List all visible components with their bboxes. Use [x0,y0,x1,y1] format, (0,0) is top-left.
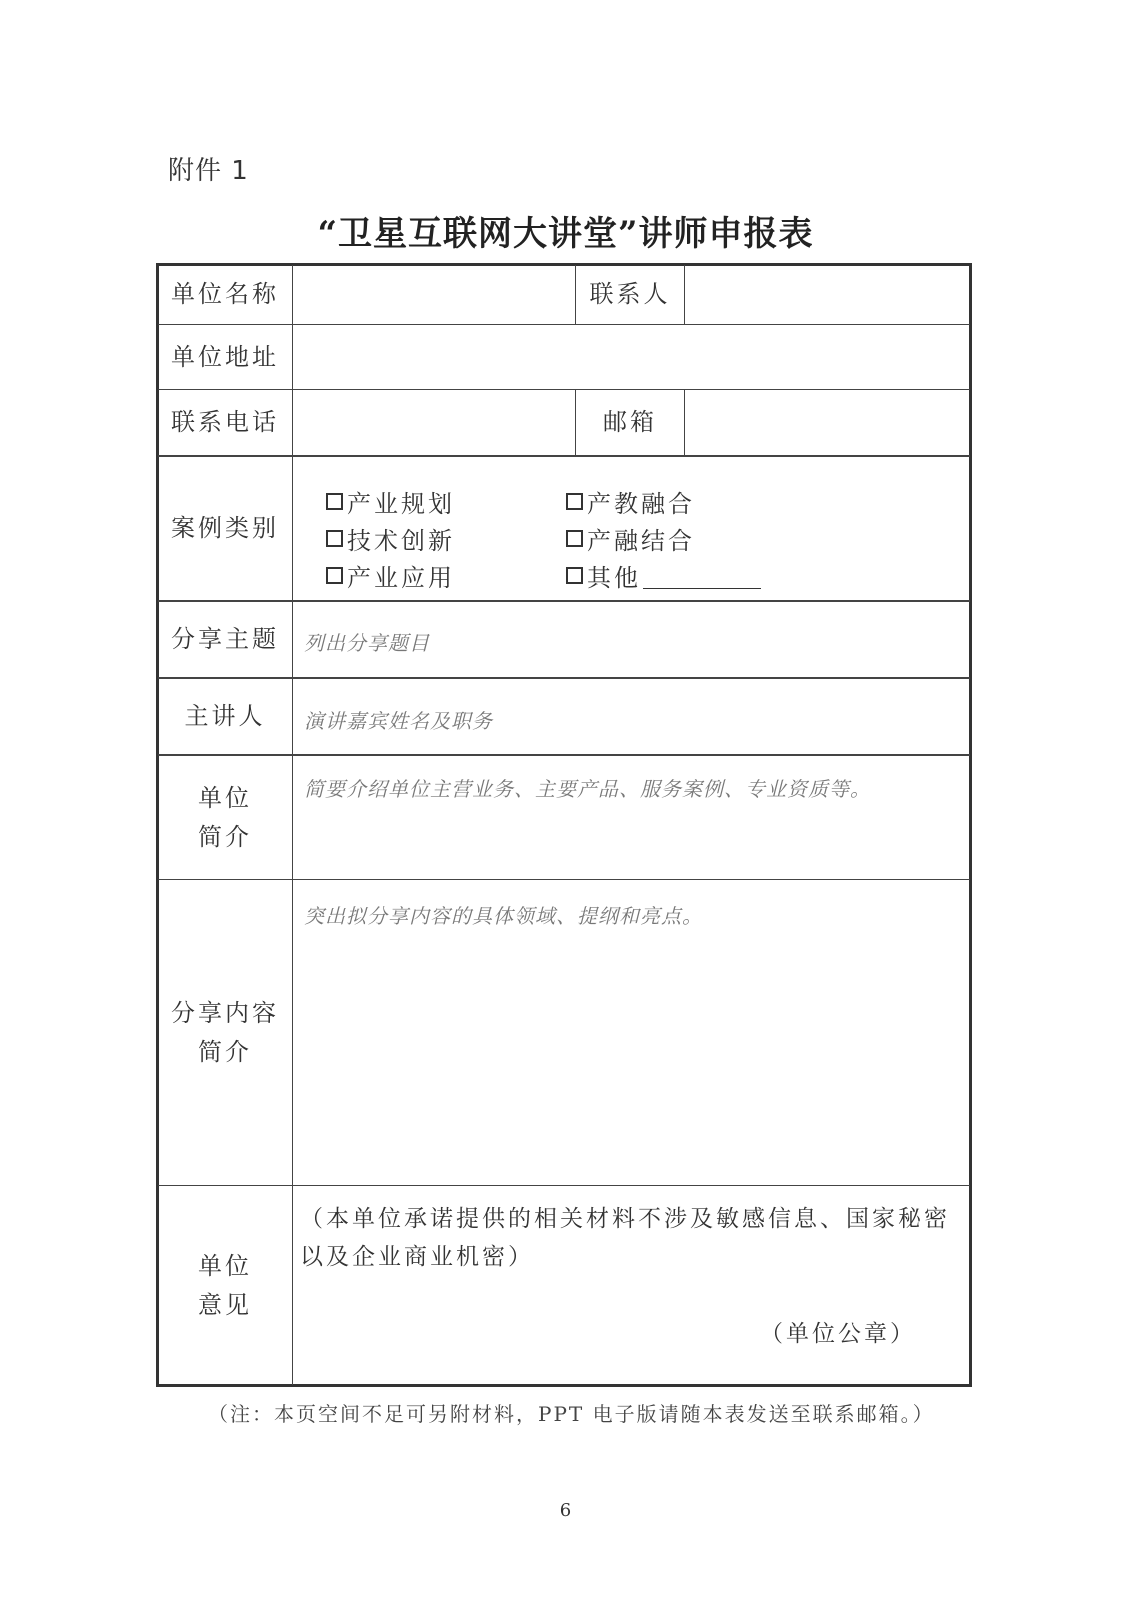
row-divider [158,1185,970,1186]
option-label: 产教融合 [587,490,695,518]
option-industry-application[interactable] [326,558,455,593]
option-industry-finance[interactable] [566,521,695,556]
contact-field[interactable] [685,265,970,324]
unit-name-field[interactable] [293,265,575,324]
checkbox-icon [566,530,583,547]
option-industry-planning[interactable] [326,484,455,519]
footnote: （注：本页空间不足可另附材料，PPT 电子版请随本表发送至联系邮箱。） [208,1402,935,1426]
topic-hint[interactable]: 列出分享题目 [304,631,430,655]
option-label: 产融结合 [587,527,695,555]
unit-opinion-label-line2: 意见 [198,1290,252,1319]
option-other[interactable] [566,558,761,593]
content-intro-label [158,880,292,1185]
unit-intro-hint[interactable]: 简要介绍单位主营业务、主要产品、服务案例、专业资质等。 [304,777,871,801]
checkbox-icon [326,493,343,510]
unit-intro-label-line1: 单位 [198,784,252,813]
form-title: “卫星互联网大讲堂”讲师申报表 [317,214,814,254]
email-field[interactable] [685,390,970,455]
checkbox-icon [326,567,343,584]
contact-label: 联系人 [589,280,671,309]
topic-label: 分享主题 [171,625,279,654]
phone-label: 联系电话 [171,408,279,437]
unit-address-field[interactable] [293,325,970,389]
page-number: 6 [559,1500,572,1521]
option-label: 产业应用 [347,564,455,592]
speaker-hint[interactable]: 演讲嘉宾姓名及职务 [304,709,493,733]
phone-field[interactable] [293,390,575,455]
content-intro-hint[interactable]: 突出拟分享内容的具体领域、提纲和亮点。 [304,904,703,928]
email-label: 邮箱 [603,408,657,437]
unit-address-label: 单位地址 [171,342,279,371]
unit-intro-label [158,756,292,879]
content-intro-label-line2: 简介 [198,1037,252,1066]
checkbox-icon [566,567,583,584]
unit-intro-label-line2: 简介 [198,822,252,851]
checkbox-icon [566,493,583,510]
unit-opinion-label-line1: 单位 [198,1252,252,1281]
unit-opinion-label [158,1187,292,1384]
option-label: 技术创新 [347,527,455,555]
speaker-label: 主讲人 [184,702,266,731]
checkbox-icon [326,530,343,547]
other-blank-line[interactable] [643,562,761,589]
confidentiality-commitment: （本单位承诺提供的相关材料不涉及敏感信息、国家秘密以及企业商业机密） [300,1206,950,1270]
unit-name-label: 单位名称 [171,280,279,309]
content-intro-label-line1: 分享内容 [171,999,279,1028]
attachment-label: 附件 1 [168,156,249,186]
case-category-label: 案例类别 [171,514,279,543]
option-tech-innovation[interactable] [326,521,455,556]
unit-seal-label: （单位公章） [760,1321,916,1347]
option-industry-education[interactable] [566,484,695,519]
option-label: 产业规划 [347,490,455,518]
option-label: 其他 [587,564,641,592]
